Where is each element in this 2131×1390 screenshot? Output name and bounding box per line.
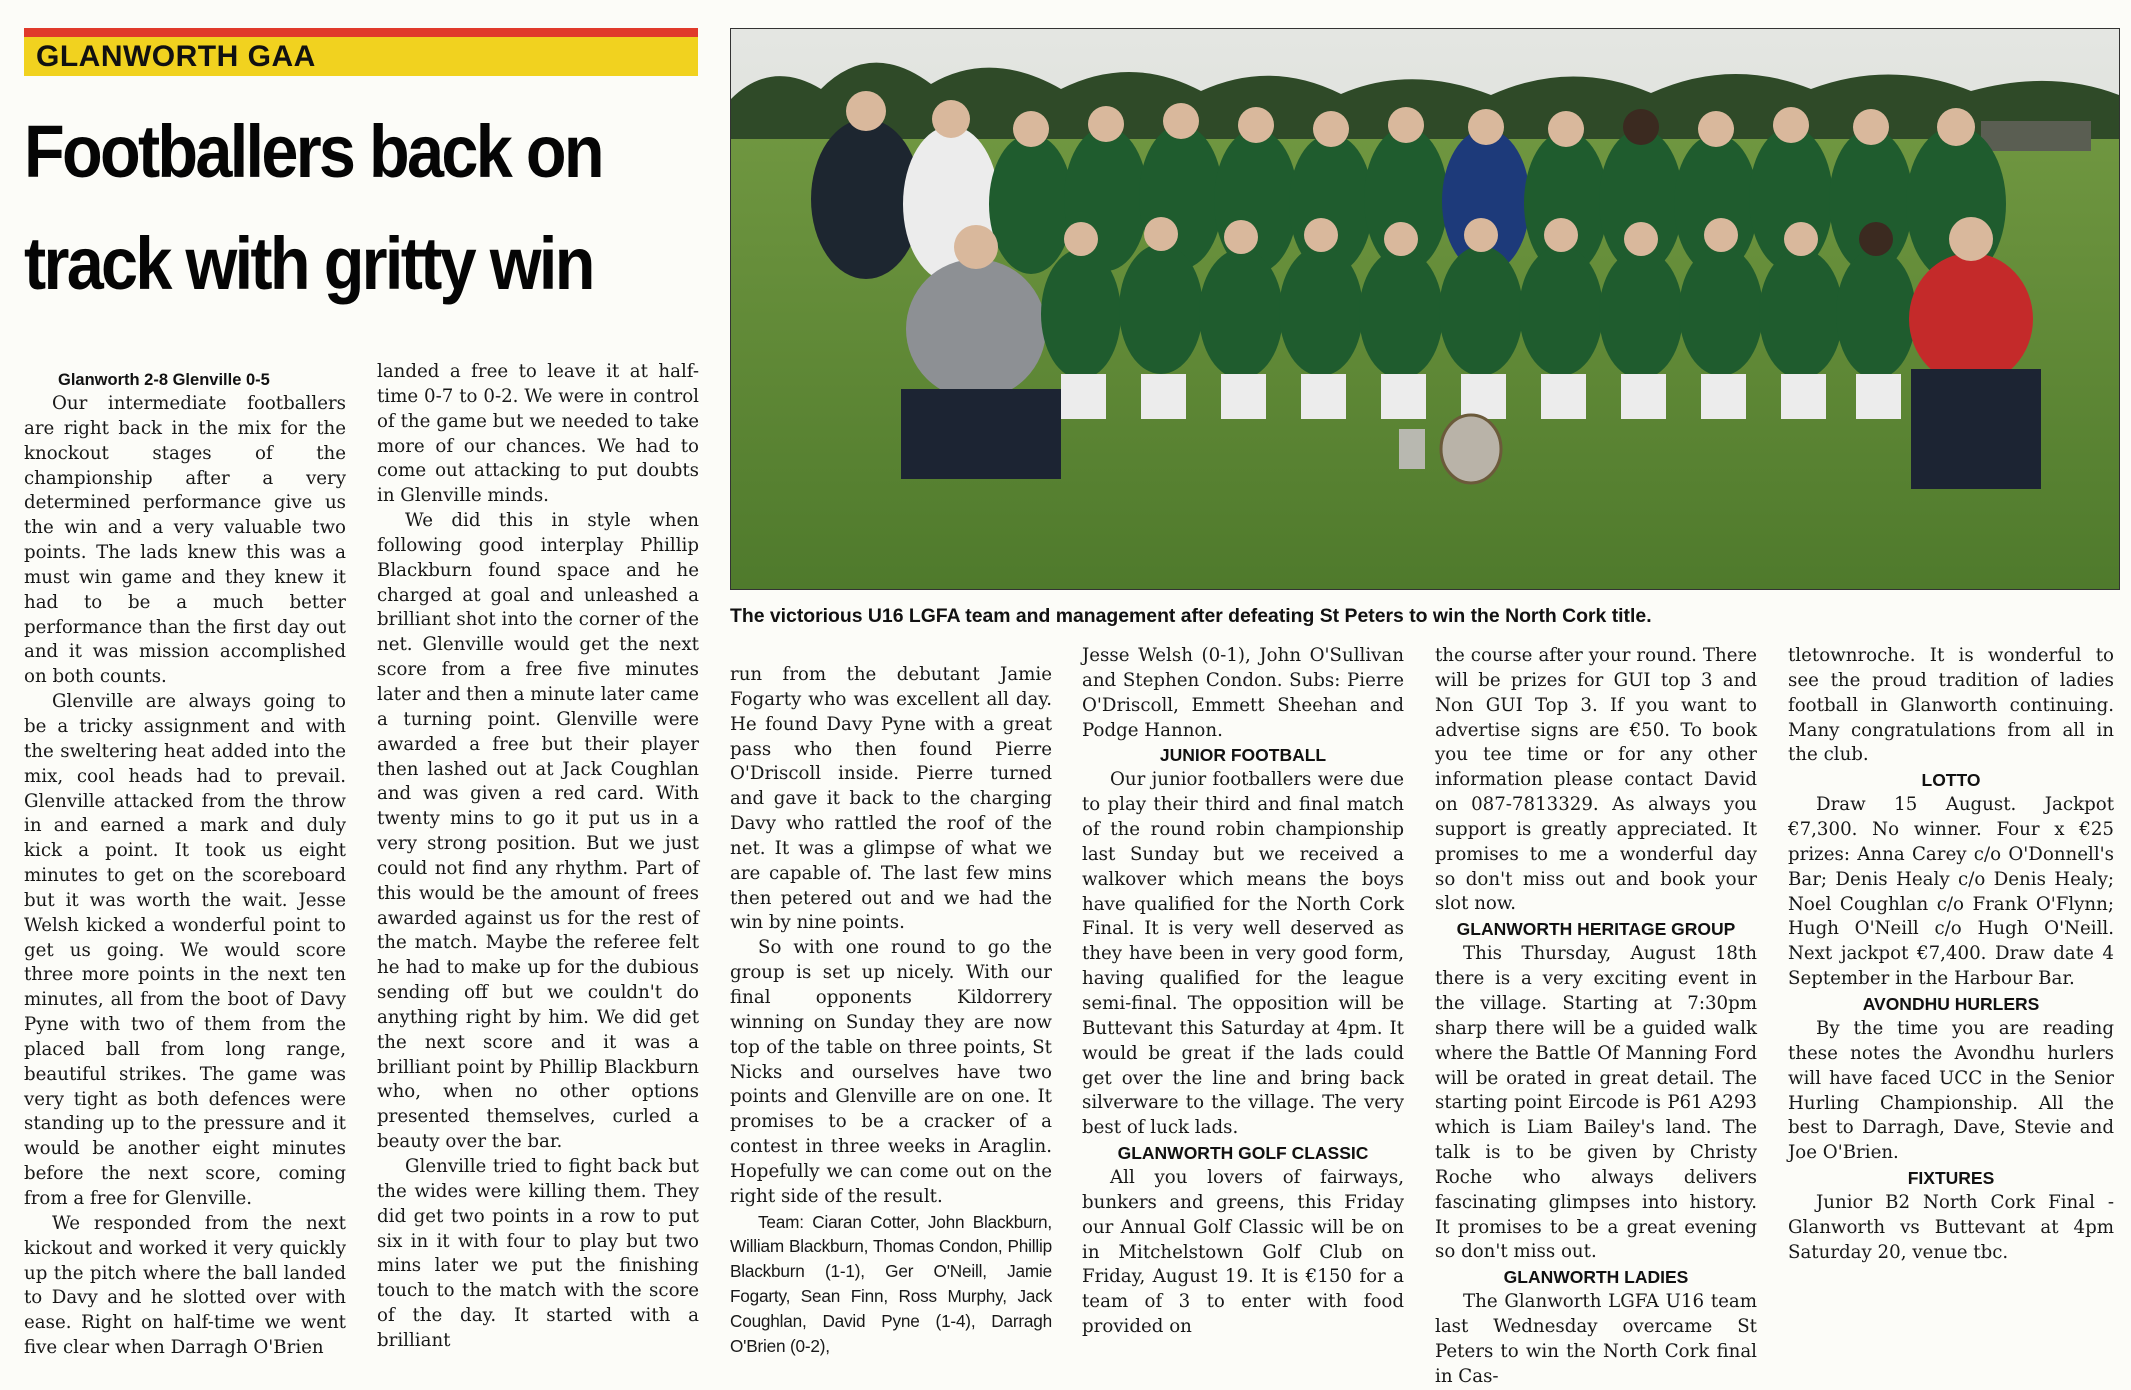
headline <box>24 96 636 320</box>
paragraph: run from the debutant Jamie Fogarty who was excellent all day. He found Davy Pyne with a great pass who then found Pierre O'Driscoll inside. Pierre turned and gave it back to the charging Davy who rattled the roof of the net. It was a glimpse of what we are capable of. The last few mins then petered out and we had the win by nine points. <box>730 664 1052 934</box>
paragraph: Glenville tried to fight back but the wides were killing them. They did get two points in a row to put six in it with four to play but two mins later we put the finishing touch to the match with the score of the day. It started with a brilliant <box>377 1156 699 1351</box>
team-list: Team: Ciaran Cotter, John Blackburn, William Blackburn, Thomas Condon, Phillip Blackburn (1-1), Ger O'Neill, Jamie Fogarty, Sean Finn, Ross Murphy, Jack Coughlan, David Pyne (1-4), Darragh O'Brien (0-2), <box>730 1211 1052 1356</box>
paragraph: So with one round to go the group is set up nicely. With our final opponents Kildorrery winning on Sunday they are now top of the table on three points, St Nicks and ourselves have two points and Glenville are on one. It promises to be a cracker of a contest in three weeks in Araglin. Hopefully we can come out on the right side of the result. <box>730 937 1052 1207</box>
paragraph: This Thursday, August 18th there is a very exciting event in the village. Starting at 7:30pm sharp there will be a guided walk where the Battle Of Manning Ford will be orated in great detail. The starting point Eircode is P61 A293 which is Liam Bailey's land. The talk is to be given by Christy Roche who always delivers fascinating glimpses into history. It promises to be a great evening so don't miss out. <box>1435 943 1757 1263</box>
scoreline: Glanworth 2-8 Glenville 0-5 <box>58 371 270 389</box>
paragraph: Junior B2 North Cork Final - Glanworth vs Buttevant at 4pm Saturday 20, venue tbc. <box>1788 1192 2114 1263</box>
subheading-junior-football: JUNIOR FOOTBALL <box>1159 745 1327 766</box>
paragraph: All you lovers of fairways, bunkers and greens, this Friday our Annual Golf Classic will be on in Mitchelstown Golf Club on Friday, August 19. It is €150 for a team of 3 to enter with food provided on <box>1082 1167 1404 1338</box>
subheading-glanworth-ladies: GLANWORTH LADIES <box>1503 1267 1689 1288</box>
paragraph: Our junior footballers were due to play their third and final match of the round robin championship last Sunday but we received a walkover which means the boys have qualified for the North Cork Final. It is very well deserved as they have been in very good form, having qualified for the league semi-final. The opposition will be Buttevant this Saturday at 4pm. It would be great if the lads could get over the line and bring back silverware to the village. The very best of luck lads. <box>1082 769 1404 1139</box>
team-photo-image <box>731 29 2119 589</box>
paragraph: By the time you are reading these notes the Avondhu hurlers will have faced UCC in the Senior Hurling Championship. All the best to Darragh, Dave, Stevie and Joe O'Brien. <box>1788 1017 2114 1164</box>
subheading-avondhu-hurlers: AVONDHU HURLERS <box>1862 993 2040 1014</box>
team-list-continued: Jesse Welsh (0-1), John O'Sullivan and Stephen Condon. Subs: Pierre O'Driscoll, Emmett Sheehan and Podge Hannon. <box>1082 645 1404 741</box>
section-label-bar <box>24 28 698 76</box>
subheading-golf-classic: GLANWORTH GOLF CLASSIC <box>1117 1143 1369 1164</box>
paragraph: Draw 15 August. Jackpot €7,300. No winner. Four x €25 prizes: Anna Carey c/o O'Donnell's Bar; Denis Healy c/o Denis Healy; Noel Coughlan c/o Frank O'Flynn; Hugh O'Neill c/o Hugh O'Neill. Next jackpot €7,400. Draw date 4 September in the Harbour Bar. <box>1788 794 2114 990</box>
article-column-3 <box>730 663 1052 1359</box>
article-column-4 <box>1082 644 1404 1340</box>
article-column-6 <box>1788 644 2114 1266</box>
team-photo <box>730 28 2120 590</box>
headline-line-2: track with gritty win <box>24 222 593 305</box>
paragraph: Our intermediate footballers are right back in the mix for the knockout stages of the championship after a very determined performance give us the win and a very valuable two points. The lads knew this was a must win game and they knew it had to be a much better performance than the first day out and it was mission accomplished on both counts. <box>24 393 346 688</box>
paragraph: tletownroche. It is wonderful to see the proud tradition of ladies football in Glanworth continuing. Many congratulations from all in the club. <box>1788 645 2114 766</box>
subheading-heritage-group: GLANWORTH HERITAGE GROUP <box>1456 919 1736 940</box>
headline-line-1: Footballers back on <box>24 110 602 193</box>
article-column-5 <box>1435 644 1757 1390</box>
article-column-1 <box>24 368 346 1361</box>
paragraph: We did this in style when following good interplay Phillip Blackburn found space and he charged at goal and unleashed a brilliant shot into the corner of the net. Glenville would get the next score from a free five minutes later and then a minute later came a turning point. Glenville were awarded a free but their player then lashed out at Jack Coughlan and was given a red card. With twenty mins to go it put us in a very strong position. But we just could not find any rhythm. Part of this would be the amount of frees awarded against us for the rest of the match. Maybe the referee felt he had to make up for the dubious sending off but we couldn't do anything right by him. We did get the next score and it was a brilliant point by Phillip Blackburn who, when no other options presented themselves, curled a beauty over the bar. <box>377 510 699 1153</box>
paragraph: The Glanworth LGFA U16 team last Wednesday overcame St Peters to win the North Cork final in Cas- <box>1435 1291 1757 1387</box>
section-label: GLANWORTH GAA <box>36 40 316 73</box>
photo-caption: The victorious U16 LGFA team and management after defeating St Peters to win the North Cork title. <box>730 605 1652 627</box>
paragraph: We responded from the next kickout and worked it very quickly up the pitch where the ball landed to Davy and he slotted over with ease. Right on half-time we went five clear when Darragh O'Brien <box>24 1212 346 1359</box>
subheading-fixtures: FIXTURES <box>1907 1168 1995 1189</box>
paragraph: Glenville are always going to be a tricky assignment and with the sweltering heat added into the mix, cool heads had to prevail. Glenville attacked from the throw in and earned a mark and duly kick a point. It took us eight minutes to get on the scoreboard but it was worth the wait. Jesse Welsh kicked a wonderful point to get us going. We would score three more points in the next ten minutes, all from the boot of Davy Pyne with two of them from the placed ball from long range, beautiful strikes. The game was very tight as both defences were standing up to the pressure and it would be another eight minutes before the next score, coming from a free for Glenville. <box>24 691 346 1209</box>
paragraph: landed a free to leave it at half-time 0-7 to 0-2. We were in control of the game but we needed to take more of our chances. We had to come out attacking to put doubts in Glenville minds. <box>377 361 699 507</box>
paragraph: the course after your round. There will be prizes for GUI top 3 and Non GUI Top 3. If you want to advertise signs are €50. To book you tee time or for any other information please contact David on 087-7813329. As always you support is greatly appreciated. It promises to me a wonderful day so don't miss out and book your slot now. <box>1435 645 1757 915</box>
article-column-2 <box>377 360 699 1354</box>
subheading-lotto: LOTTO <box>1921 770 1981 791</box>
